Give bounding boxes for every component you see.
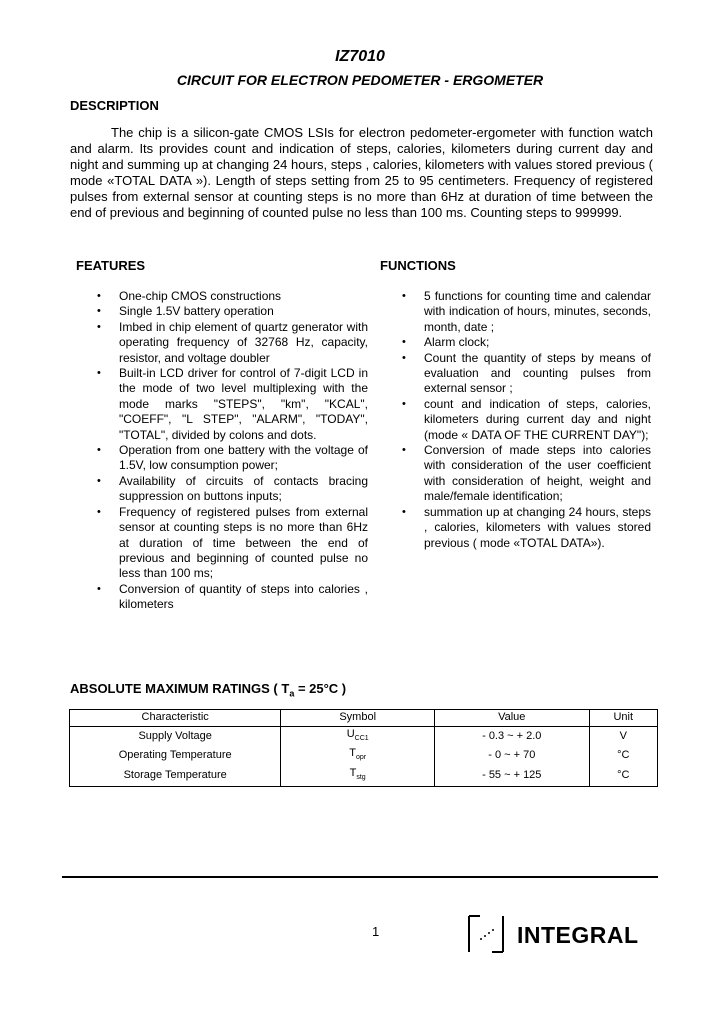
list-item: • Operation from one battery with the voltage of 1.5V, low consumption power; <box>97 443 368 474</box>
cell-value: - 55 ~ + 125 <box>435 766 590 786</box>
list-item: • One-chip CMOS constructions <box>97 289 368 304</box>
footer-divider <box>62 876 658 878</box>
ratings-heading-text: ABSOLUTE MAXIMUM RATINGS ( T <box>70 681 290 696</box>
list-item: • Availability of circuits of contacts bracing suppression on buttons inputs; <box>97 474 368 505</box>
symbol-subscript: stg <box>356 774 366 782</box>
list-item: • Conversion of made steps into calories with consideration of the user coefficient with consideration of height, weight and male/female identification; <box>402 443 651 505</box>
list-item: • Imbed in chip element of quartz generator with operating frequency of 32768 Hz, capacity, resistor, and voltage doubler <box>97 320 368 366</box>
list-item: • Alarm clock; <box>402 335 651 350</box>
ratings-table <box>69 709 658 787</box>
cell-unit: °C <box>589 766 657 786</box>
column-header-unit: Unit <box>589 710 657 727</box>
functions-heading: FUNCTIONS <box>380 258 456 273</box>
cell-characteristic: Storage Temperature <box>70 766 281 786</box>
symbol-subscript: CC1 <box>354 734 369 742</box>
cell-symbol <box>281 746 435 766</box>
cell-characteristic: Supply Voltage <box>70 726 281 746</box>
column-header-symbol: Symbol <box>281 710 435 727</box>
list-item: • 5 functions for counting time and calendar with indication of hours, minutes, seconds, month, date ; <box>402 289 651 335</box>
document-title: IZ7010 <box>335 48 385 65</box>
cell-value: - 0 ~ + 70 <box>435 746 590 766</box>
list-item: • summation up at changing 24 hours, steps , calories, kilometers with values stored previous ( mode «TOTAL DATA»). <box>402 505 651 551</box>
company-name: INTEGRAL <box>517 922 639 948</box>
table-row <box>70 746 658 766</box>
table-row <box>70 726 658 746</box>
cell-unit: °C <box>589 746 657 766</box>
symbol-text: U <box>346 727 355 740</box>
description-text: The chip is a silicon-gate CMOS LSIs for electron pedometer-ergometer with function watch and alarm. Its provides count and indication of steps, calories, kilometers during current day and night and summing up at changing 24 hours, steps , calories, kilometers with values stored previous ( mode «TOTAL DATA »). Length of steps setting from 25 to 95 centimeters. Frequency of registered pulses from external sensor at counting steps is no more than 6Hz at duration of time between the end of previous and beginning of counted pulse no less than 100 ms. Counting steps to 999999. <box>70 125 653 221</box>
cell-characteristic: Operating Temperature <box>70 746 281 766</box>
symbol-subscript: opr <box>355 754 367 762</box>
list-item: • Single 1.5V battery operation <box>97 304 368 319</box>
description-heading: DESCRIPTION <box>70 98 159 113</box>
cell-symbol <box>281 766 435 786</box>
ratings-heading <box>70 681 346 699</box>
document-subtitle: CIRCUIT FOR ELECTRON PEDOMETER - ERGOMETER <box>176 72 544 88</box>
list-item: • Frequency of registered pulses from external sensor at counting steps is no more than 6Hz at duration of time between the end of previous and beginning of counted pulse no less than 100 ms; <box>97 505 368 582</box>
symbol-text: T <box>349 766 357 779</box>
cell-unit: V <box>589 726 657 746</box>
cell-symbol <box>281 726 435 746</box>
functions-list <box>402 289 651 551</box>
ratings-heading-subscript: a <box>289 688 295 699</box>
list-item: • Built-in LCD driver for control of 7-digit LCD in the mode of two level multiplexing with the mode marks "STEPS", "km", "KCAL", "COEFF", "L STEP", "ALARM", "TODAY", "TOTAL", divided by colons and dots. <box>97 366 368 443</box>
table-header-row <box>70 710 658 727</box>
features-heading: FEATURES <box>76 258 146 273</box>
column-header-characteristic: Characteristic <box>70 710 281 727</box>
cell-value: - 0.3 ~ + 2.0 <box>435 726 590 746</box>
integral-logo-icon <box>466 914 506 954</box>
ratings-heading-suffix: = 25°C ) <box>294 681 347 696</box>
column-header-value: Value <box>435 710 590 727</box>
list-item: • Conversion of quantity of steps into calories , kilometers <box>97 582 368 613</box>
features-list <box>97 289 368 613</box>
list-item: • Count the quantity of steps by means of evaluation and counting pulses from external sensor ; <box>402 351 651 397</box>
symbol-text: T <box>349 747 356 760</box>
table-row <box>70 766 658 786</box>
list-item: • count and indication of steps, calories, kilometers during current day and night (mode « DATA OF THE CURRENT DAY"); <box>402 397 651 443</box>
page-number: 1 <box>372 924 380 939</box>
